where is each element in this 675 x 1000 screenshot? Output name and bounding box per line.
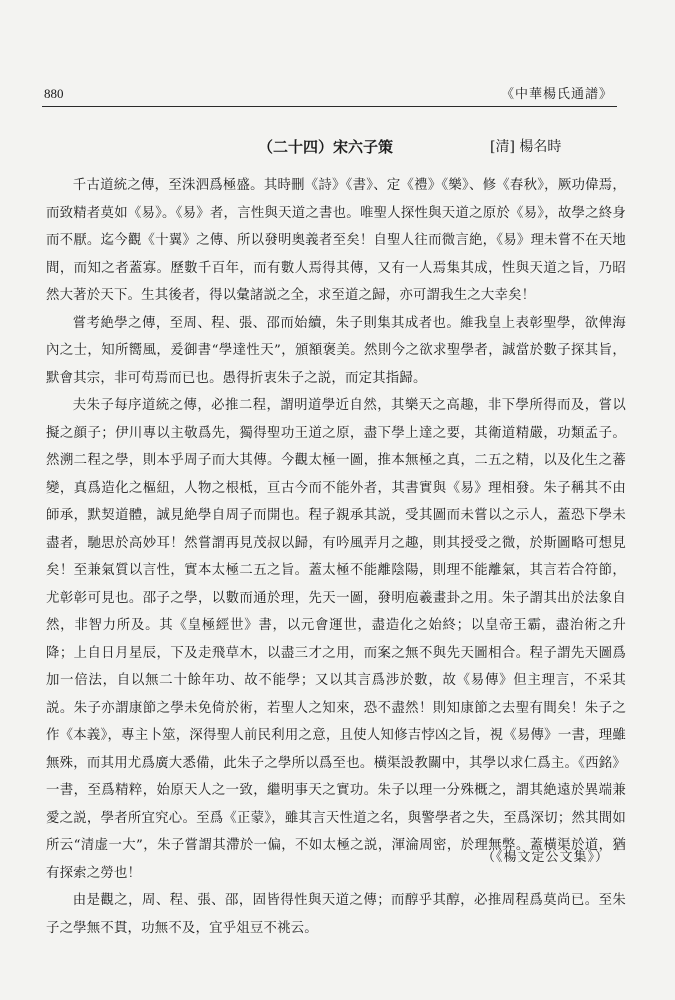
page-number: 880 bbox=[44, 86, 64, 101]
paragraph: 嘗考絶學之傳，至周、程、張、邵而始續，朱子則集其成者也。維我皇上表彰聖學，欲俾海內之士，知所嚮風，爰御書“學達性天”，頒額褒美。然則今之欲求聖學者，誠當於數子探其旨，默會其宗，非可苟焉而已也。愚得折衷朱子之説，而定其指歸。 bbox=[46, 315, 626, 386]
article-author: [清] 楊名時 bbox=[490, 139, 562, 155]
article-heading bbox=[258, 136, 618, 157]
paragraph: 夫朱子每序道統之傳，必推二程，謂明道學近自然，其樂天之高趣，非下學所得而及，嘗以擬之顔子；伊川專以主敬爲先，獨得聖功王道之原，盡下學上達之要，其衛道精嚴，功類孟子。然溯二程之學，則本乎周子而大其傳。今觀太極一圖，推本無極之真，二五之精，以及化生之蕃變，真爲造化之樞紐，人物之根柢，亘古今而不能外者，其書實與《易》理相發。朱子稱其不由師承，默契道體，誠見絶學自周子而開也。程子親承其説，受其圖而未嘗以之示人，蓋恐下學未盡者，馳思於高妙耳！然嘗謂再見茂叔以歸，有吟風弄月之趣，則其授受之微，於斯圖略可想見矣！至兼氣質以言性，實本太極二五之旨。蓋太極不能離陰陽，則理不能離氣，其言若合符節，尤彰彰可見也。邵子之學，以數而通於理，先天一圖，發明庖羲畫卦之用。朱子謂其出於法象自然，非智力所及。其《皇極經世》書，以元會運世，盡造化之始終；以皇帝王霸，盡治術之升降；上自日月星辰，下及走飛草木，以盡三才之用，而案之無不與先天圖相合。程子謂先天圖爲加一倍法，自以無二十餘年功、故不能學；又以其言爲涉於數，故《易傳》但主理言，不采其説。朱子亦謂康節之學未免倚於術，若聖人之知來，恐不盡然！則知康節之去聖有間矣！朱子之作《本義》，專主卜筮，深得聖人前民利用之意，且使人知修吉悖凶之旨，視《易傳》一書，理雖無殊，而其用尤爲廣大悉備，此朱子之學所以爲至也。橫渠設教關中，其學以求仁爲主。《西銘》一書，至爲精粹，始原天人之一致，繼明事天之實功。朱子以理一分殊概之，謂其絶遠於異端兼愛之説，學者所宜究心。至爲《正蒙》，雖其言天性道之名，與警學者之失，至爲深切；然其間如所云“清虚一大”，朱子嘗謂其滯於一偏，不如太極之説，渾淪周密，於理無弊。蓋橫渠於道，猶有探索之勞也！ bbox=[46, 398, 626, 881]
paragraph: 千古道統之傳，至洙泗爲極盛。其時刪《詩》《書》、定《禮》《樂》、修《春秋》，厥功偉焉，而致精者莫如《易》。《易》者，言性與天道之書也。唯聖人探性與天道之原於《易》，故學之終身而不厭。迄今觀《十翼》之傳、所以發明奥義者至矣！自聖人往而微言絶，《易》理未嘗不在天地間，而知之者蓋寡。歷數千百年，而有數人焉得其傳，又有一人焉集其成，性與天道之旨，乃昭然大著於天下。生其後者，得以彙諸説之全，求至道之歸，亦可謂我生之大幸矣！ bbox=[46, 178, 626, 303]
article-title: （二十四）宋六子策 bbox=[258, 138, 394, 156]
source-citation: （《楊文定公文集》） bbox=[481, 850, 609, 865]
paragraph: 由是觀之，周、程、張、邵，固皆得性與天道之傳；而醇乎其醇，必推周程爲莫尚已。至朱子之學無不貫，功無不及，宜乎俎豆不祧云。 bbox=[46, 893, 626, 936]
header-rule bbox=[42, 106, 617, 107]
running-title: 《中華楊氏通譜》 bbox=[500, 87, 613, 102]
article-body bbox=[46, 172, 626, 942]
